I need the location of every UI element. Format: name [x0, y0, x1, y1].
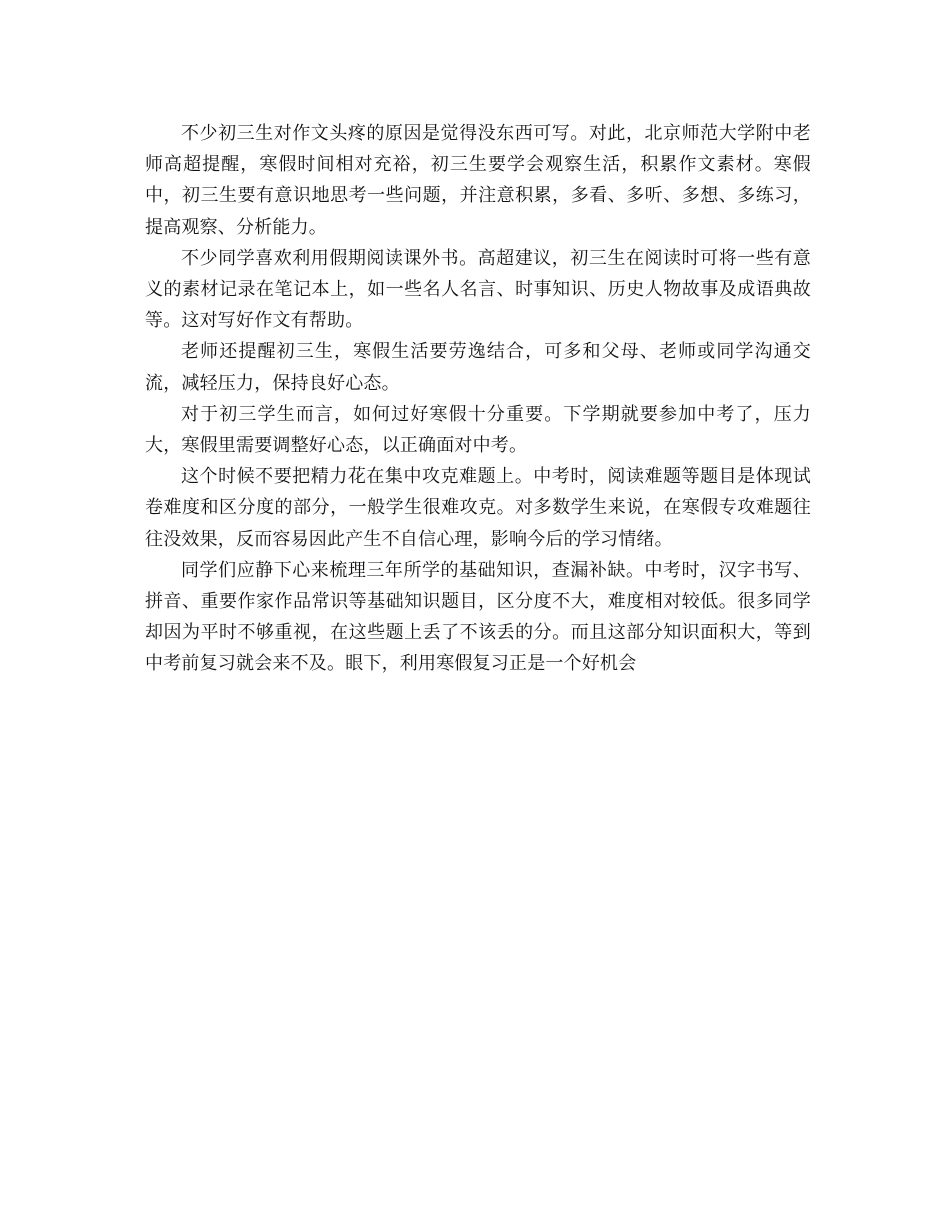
paragraph-5: 这个时候不要把精力花在集中攻克难题上。中考时，阅读难题等题目是体现试卷难度和区分度的部分，一般学生很难攻克。对多数学生来说，在寒假专攻难题往往没效果，反而容易因此产生不自信心理，影响今后的学习情绪。 [145, 466, 811, 550]
paragraph-2: 不少同学喜欢利用假期阅读课外书。高超建议，初三生在阅读时可将一些有意义的素材记录在笔记本上，如一些名人名言、时事知识、历史人物故事及成语典故等。这对写好作文有帮助。 [145, 247, 811, 332]
paragraph-6: 同学们应静下心来梳理三年所学的基础知识，查漏补缺。中考时，汉字书写、拼音、重要作家作品常识等基础知识题目，区分度不大，难度相对较低。很多同学却因为平时不够重视，在这些题上丢了不该丢的分。而且这部分知识面积大，等到中考前复习就会来不及。眼下，利用寒假复习正是一个好机会 [145, 559, 811, 675]
document-body [145, 118, 811, 680]
paragraph-3: 老师还提醒初三生，寒假生活要劳逸结合，可多和父母、老师或同学沟通交流，减轻压力，保持良好心态。 [145, 341, 811, 394]
paragraph-4: 对于初三学生而言，如何过好寒假十分重要。下学期就要参加中考了，压力大，寒假里需要调整好心态，以正确面对中考。 [145, 403, 811, 457]
paragraph-1: 不少初三生对作文头疼的原因是觉得没东西可写。对此，北京师范大学附中老师高超提醒，寒假时间相对充裕，初三生要学会观察生活，积累作文素材。寒假中，初三生要有意识地思考一些问题，并注意积累，多看、多听、多想、多练习，提高观察、分析能力。 [145, 123, 811, 238]
